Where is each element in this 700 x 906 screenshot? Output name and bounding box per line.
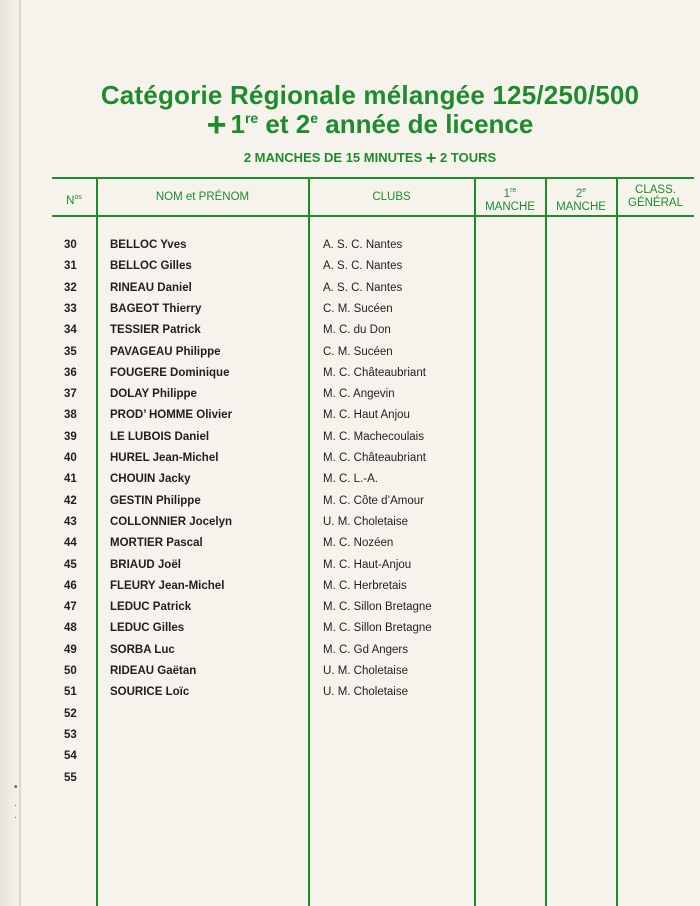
- row-name: CHOUIN Jacky: [110, 473, 191, 486]
- table-row: [52, 282, 472, 303]
- row-name: PAVAGEAU Philippe: [110, 345, 221, 358]
- row-name: FOUGERE Dominique: [110, 366, 230, 379]
- row-club: U. M. Choletaise: [323, 515, 409, 528]
- row-num: 31: [64, 260, 77, 273]
- row-name: BELLOC Gilles: [110, 260, 192, 273]
- table-row: [52, 495, 472, 516]
- row-num: 33: [64, 302, 77, 315]
- table-row: [52, 580, 472, 601]
- page-title: Catégorie Régionale mélangée 125/250/500: [100, 80, 640, 110]
- row-name: BRIAUD Joël: [110, 558, 181, 571]
- header-num: $N^{os}$: [66, 194, 82, 207]
- table-top-rule: [52, 177, 694, 179]
- row-club: A. S. C. Nantes: [323, 260, 403, 273]
- row-club: M. C. Nozéen: [323, 537, 394, 550]
- row-club: M. C. Haut Anjou: [323, 409, 410, 422]
- table-row: [52, 601, 472, 622]
- row-name: FLEURY Jean-Michel: [110, 579, 225, 592]
- table-row: [52, 239, 472, 260]
- row-num: 36: [64, 366, 77, 379]
- row-name: GESTIN Philippe: [110, 494, 201, 507]
- row-club: M. C. Châteaubriant: [323, 452, 426, 464]
- column-divider: [545, 177, 547, 906]
- row-name: PROD’ HOMME Olivier: [110, 409, 233, 422]
- row-club: A. S. C. Nantes: [323, 239, 403, 251]
- row-club: C. M. Sucéen: [323, 345, 393, 358]
- row-club: M. C. Angevin: [323, 388, 395, 401]
- row-name: BAGEOT Thierry: [110, 302, 202, 315]
- row-club: U. M. Choletaise: [323, 665, 409, 677]
- row-num: 51: [64, 686, 77, 699]
- table-row: [52, 537, 472, 558]
- row-num: 49: [64, 643, 77, 656]
- row-name: LE LUBOIS Daniel: [110, 430, 210, 443]
- table-row: [52, 622, 472, 643]
- table-row: [52, 729, 472, 750]
- row-num: 54: [64, 750, 77, 763]
- row-club: M. C. Sillon Bretagne: [323, 601, 432, 614]
- row-num: 43: [64, 515, 77, 528]
- page-subtitle: 2 MANCHES DE 15 MINUTES + 2 TOURS: [243, 148, 497, 168]
- row-club: A. S. C. Nantes: [323, 281, 403, 294]
- row-club: M. C. Gd Angers: [323, 643, 409, 656]
- table-row: [52, 772, 472, 793]
- row-club: M. C. Haut-Anjou: [323, 558, 412, 571]
- table-row: [52, 686, 472, 707]
- table-header-rule: [52, 215, 694, 217]
- table-row: [52, 644, 472, 665]
- row-num: 41: [64, 473, 77, 486]
- row-club: M. C. Châteaubriant: [323, 366, 426, 379]
- row-name: SORBA Luc: [110, 643, 175, 656]
- row-num: 34: [64, 324, 77, 337]
- table-row: [52, 750, 472, 771]
- row-num: 50: [64, 665, 77, 677]
- row-num: 42: [64, 494, 77, 507]
- table-row: [52, 708, 472, 729]
- row-num: 37: [64, 388, 77, 401]
- header-name: NOM et PRÉNOM: [155, 191, 250, 203]
- row-num: 32: [64, 281, 77, 294]
- table-row: [52, 665, 472, 686]
- page-title-line2: + 1re et 2e année de licence: [206, 106, 534, 144]
- row-num: 44: [64, 537, 77, 550]
- header-classement: CLASS. GÉNÉRAL: [628, 184, 683, 209]
- row-club: M. C. Sillon Bretagne: [323, 622, 432, 635]
- row-num: 40: [64, 452, 77, 464]
- row-club: U. M. Choletaise: [323, 686, 409, 699]
- binding-mark: •: [14, 782, 18, 793]
- row-num: 53: [64, 728, 77, 741]
- table-row: [52, 473, 472, 494]
- table-row: [52, 559, 472, 580]
- column-divider: [616, 177, 618, 906]
- row-num: 52: [64, 707, 77, 720]
- row-name: LEDUC Gilles: [110, 622, 185, 635]
- table-row: [52, 409, 472, 430]
- row-num: 38: [64, 409, 77, 422]
- row-name: SOURICE Loïc: [110, 686, 190, 699]
- row-club: M. C. L.-A.: [323, 473, 378, 486]
- row-num: 46: [64, 579, 77, 592]
- row-num: 55: [64, 771, 77, 784]
- row-name: HUREL Jean-Michel: [110, 452, 219, 464]
- header-manche-1: 1re MANCHE: [485, 187, 535, 213]
- row-club: C. M. Sucéen: [323, 302, 393, 315]
- row-name: RINEAU Daniel: [110, 281, 192, 294]
- table-row: [52, 388, 472, 409]
- header-manche-2: 2e MANCHE: [556, 187, 606, 213]
- table-row: [52, 324, 472, 345]
- row-num: 47: [64, 601, 77, 614]
- row-club: M. C. Herbretais: [323, 579, 407, 592]
- row-num: 39: [64, 430, 77, 443]
- row-name: RIDEAU Gaëtan: [110, 665, 197, 677]
- table-row: [52, 260, 472, 281]
- table-row: [52, 367, 472, 388]
- row-num: 48: [64, 622, 77, 635]
- row-num: 45: [64, 558, 77, 571]
- row-name: DOLAY Philippe: [110, 388, 197, 401]
- row-club: M. C. Côte d’Amour: [323, 494, 424, 507]
- row-name: COLLONNIER Jocelyn: [110, 515, 233, 528]
- row-num: 30: [64, 239, 77, 251]
- table-row: [52, 452, 472, 473]
- binding-mark: ·: [14, 800, 18, 811]
- row-num: 35: [64, 345, 77, 358]
- binding-mark: ·: [14, 812, 18, 823]
- table-row: [52, 303, 472, 324]
- table-row: [52, 431, 472, 452]
- header-club: CLUBS: [372, 191, 411, 203]
- row-name: MORTIER Pascal: [110, 537, 203, 550]
- table-row: [52, 346, 472, 367]
- row-name: BELLOC Yves: [110, 239, 187, 251]
- row-club: M. C. du Don: [323, 324, 391, 337]
- table-row: [52, 516, 472, 537]
- row-name: TESSIER Patrick: [110, 324, 201, 337]
- binding-spine: [19, 0, 21, 906]
- row-club: M. C. Machecoulais: [323, 430, 424, 443]
- row-name: LEDUC Patrick: [110, 601, 192, 614]
